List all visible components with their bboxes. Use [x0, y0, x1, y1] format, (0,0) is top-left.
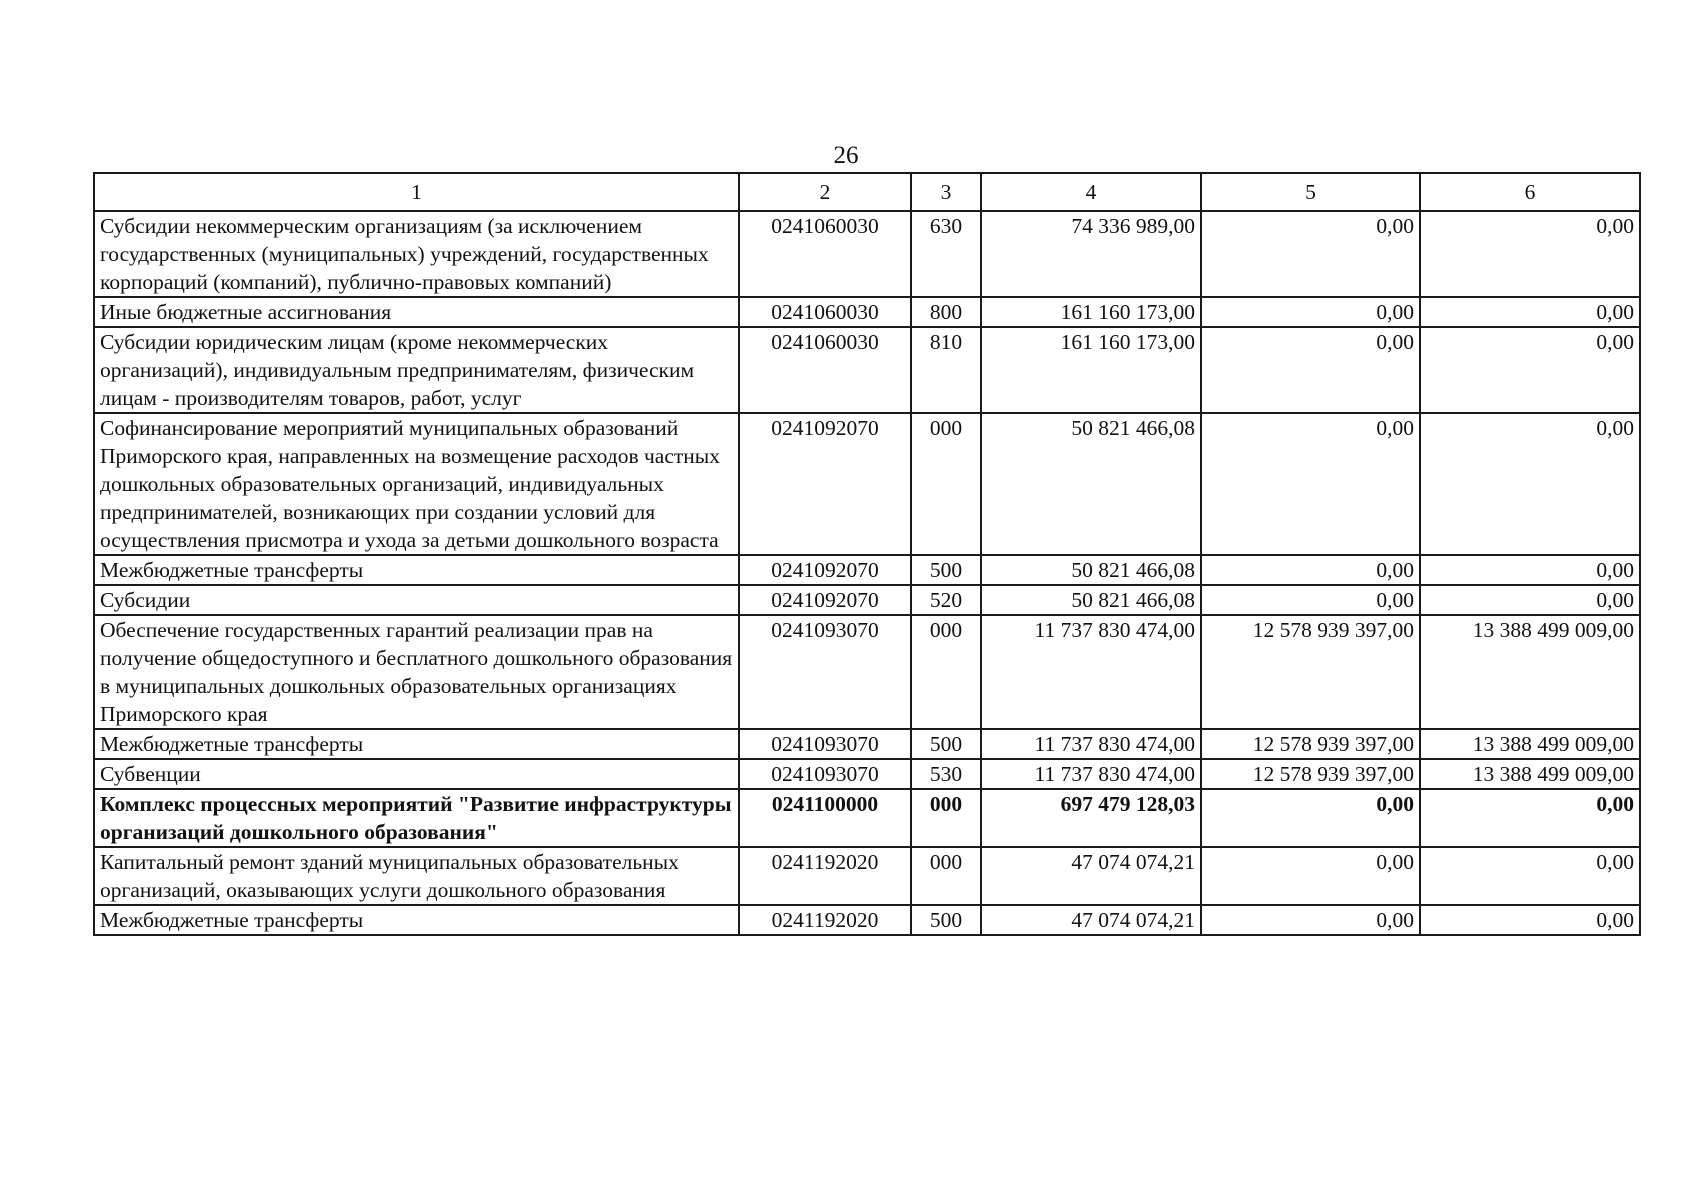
row-code: 0241093070 — [739, 759, 911, 789]
page-number: 26 — [833, 142, 859, 169]
row-name: Иные бюджетные ассигнования — [94, 297, 739, 327]
row-amount-col5: 0,00 — [1201, 413, 1420, 555]
row-amount-col4: 11 737 830 474,00 — [981, 729, 1201, 759]
row-amount-col6: 0,00 — [1420, 847, 1640, 905]
row-code: 0241060030 — [739, 297, 911, 327]
table-row — [94, 847, 1640, 905]
row-amount-col4: 50 821 466,08 — [981, 555, 1201, 585]
row-name: Межбюджетные трансферты — [94, 555, 739, 585]
row-amount-col5: 0,00 — [1201, 847, 1420, 905]
table-row — [94, 297, 1640, 327]
row-expense-type: 800 — [911, 297, 981, 327]
row-name: Комплекс процессных мероприятий "Развитие инфраструктуры организаций дошкольного образования" — [94, 789, 739, 847]
row-code: 0241092070 — [739, 413, 911, 555]
row-expense-type: 630 — [911, 211, 981, 297]
row-amount-col6: 13 388 499 009,00 — [1420, 759, 1640, 789]
row-amount-col4: 74 336 989,00 — [981, 211, 1201, 297]
row-code: 0241060030 — [739, 327, 911, 413]
row-name: Межбюджетные трансферты — [94, 905, 739, 935]
row-amount-col6: 0,00 — [1420, 327, 1640, 413]
header-col-1: 1 — [94, 173, 739, 211]
row-code: 0241092070 — [739, 555, 911, 585]
row-expense-type: 000 — [911, 789, 981, 847]
row-code: 0241093070 — [739, 729, 911, 759]
row-amount-col5: 0,00 — [1201, 555, 1420, 585]
row-amount-col5: 0,00 — [1201, 789, 1420, 847]
row-amount-col6: 0,00 — [1420, 789, 1640, 847]
row-code: 0241192020 — [739, 847, 911, 905]
header-col-4: 4 — [981, 173, 1201, 211]
row-expense-type: 500 — [911, 729, 981, 759]
row-code: 0241092070 — [739, 585, 911, 615]
row-amount-col4: 11 737 830 474,00 — [981, 759, 1201, 789]
header-col-6: 6 — [1420, 173, 1640, 211]
row-expense-type: 810 — [911, 327, 981, 413]
header-col-5: 5 — [1201, 173, 1420, 211]
row-code: 0241100000 — [739, 789, 911, 847]
row-name: Межбюджетные трансферты — [94, 729, 739, 759]
table-row — [94, 759, 1640, 789]
table-row — [94, 211, 1640, 297]
row-expense-type: 530 — [911, 759, 981, 789]
row-name: Капитальный ремонт зданий муниципальных образовательных организаций, оказывающих услуги дошкольного образования — [94, 847, 739, 905]
header-col-3: 3 — [911, 173, 981, 211]
row-amount-col4: 11 737 830 474,00 — [981, 615, 1201, 729]
row-name: Субсидии юридическим лицам (кроме некоммерческих организаций), индивидуальным предпринимателям, физическим лицам - производителям товаров, работ, услуг — [94, 327, 739, 413]
row-expense-type: 500 — [911, 905, 981, 935]
row-amount-col6: 0,00 — [1420, 905, 1640, 935]
row-amount-col5: 0,00 — [1201, 327, 1420, 413]
row-expense-type: 520 — [911, 585, 981, 615]
row-amount-col4: 50 821 466,08 — [981, 585, 1201, 615]
table-row — [94, 729, 1640, 759]
row-name: Софинансирование мероприятий муниципальных образований Приморского края, направленных на возмещение расходов частных дошкольных образовательных организаций, индивидуальных предпринимателей, возникающих при создании условий для осуществления присмотра и ухода за детьми дошкольного возраста — [94, 413, 739, 555]
row-amount-col4: 47 074 074,21 — [981, 847, 1201, 905]
row-amount-col5: 12 578 939 397,00 — [1201, 615, 1420, 729]
row-name: Субвенции — [94, 759, 739, 789]
row-code: 0241060030 — [739, 211, 911, 297]
budget-table — [93, 172, 1641, 936]
row-name: Обеспечение государственных гарантий реализации прав на получение общедоступного и бесплатного дошкольного образования в муниципальных дошкольных образовательных организациях Приморского края — [94, 615, 739, 729]
table-row — [94, 905, 1640, 935]
row-expense-type: 000 — [911, 847, 981, 905]
row-amount-col5: 0,00 — [1201, 297, 1420, 327]
row-name: Субсидии некоммерческим организациям (за исключением государственных (муниципальных) учреждений, государственных корпораций (компаний), публично-правовых компаний) — [94, 211, 739, 297]
table-row — [94, 585, 1640, 615]
row-expense-type: 500 — [911, 555, 981, 585]
row-amount-col6: 0,00 — [1420, 555, 1640, 585]
row-expense-type: 000 — [911, 413, 981, 555]
table-row — [94, 555, 1640, 585]
row-amount-col6: 13 388 499 009,00 — [1420, 729, 1640, 759]
table-row-section-total — [94, 789, 1640, 847]
row-amount-col6: 0,00 — [1420, 585, 1640, 615]
row-amount-col6: 13 388 499 009,00 — [1420, 615, 1640, 729]
row-amount-col4: 161 160 173,00 — [981, 327, 1201, 413]
row-amount-col6: 0,00 — [1420, 211, 1640, 297]
row-name: Субсидии — [94, 585, 739, 615]
row-amount-col4: 47 074 074,21 — [981, 905, 1201, 935]
row-amount-col4: 50 821 466,08 — [981, 413, 1201, 555]
table-row — [94, 413, 1640, 555]
row-amount-col6: 0,00 — [1420, 297, 1640, 327]
row-amount-col6: 0,00 — [1420, 413, 1640, 555]
table-row — [94, 615, 1640, 729]
row-amount-col5: 0,00 — [1201, 211, 1420, 297]
row-amount-col4: 697 479 128,03 — [981, 789, 1201, 847]
row-amount-col5: 12 578 939 397,00 — [1201, 729, 1420, 759]
row-code: 0241093070 — [739, 615, 911, 729]
row-amount-col4: 161 160 173,00 — [981, 297, 1201, 327]
row-amount-col5: 12 578 939 397,00 — [1201, 759, 1420, 789]
row-expense-type: 000 — [911, 615, 981, 729]
table-row — [94, 327, 1640, 413]
row-amount-col5: 0,00 — [1201, 905, 1420, 935]
header-col-2: 2 — [739, 173, 911, 211]
row-code: 0241192020 — [739, 905, 911, 935]
row-amount-col5: 0,00 — [1201, 585, 1420, 615]
header-row — [94, 173, 1640, 211]
